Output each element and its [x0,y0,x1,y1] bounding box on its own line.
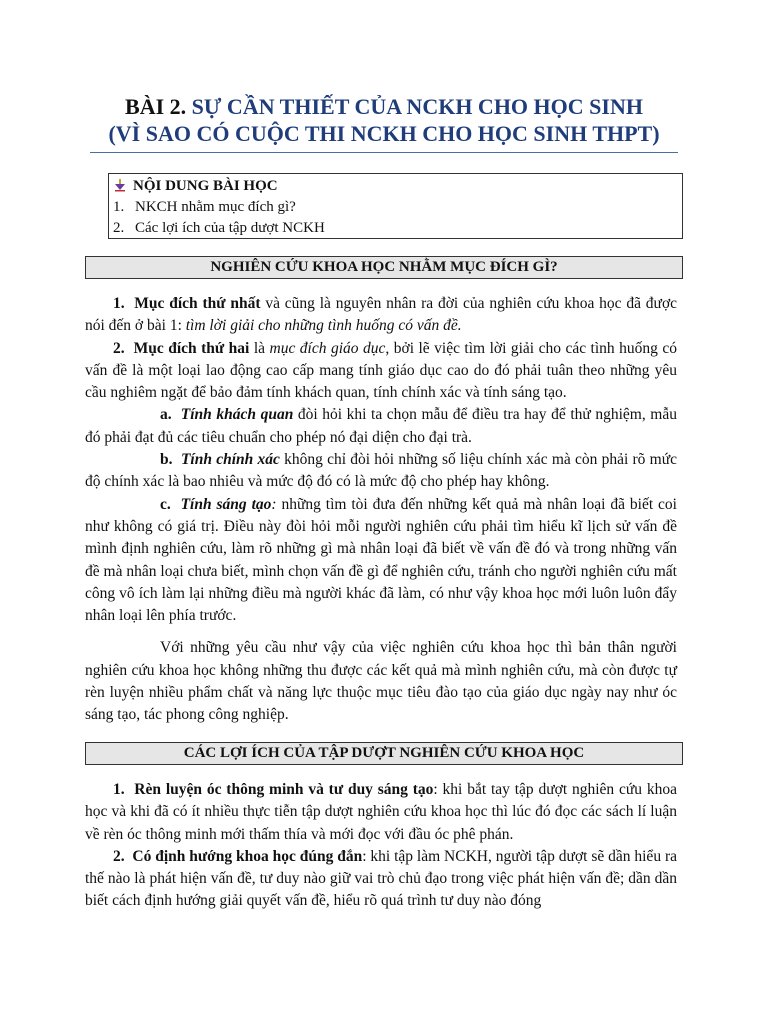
contents-heading-row [113,176,678,197]
item-number: 1. [113,781,125,798]
subitem-colon: : [271,495,277,513]
contents-item-text: NKCH nhằm mục đích gì? [135,199,296,215]
section-heading-purpose: NGHIÊN CỨU KHOA HỌC NHẰM MỤC ĐÍCH GÌ? [85,256,683,279]
contents-item [113,218,678,239]
contents-item-number: 2. [113,220,125,236]
item-italic: mục đích giáo dục [269,339,386,357]
title-line-1 [60,93,708,120]
arrow-bullet-icon [113,178,127,192]
contents-heading: NỘI DUNG BÀI HỌC [133,178,278,194]
lesson-title [60,93,708,147]
contents-item [113,197,678,218]
item-number: 2. [113,847,125,865]
benefit-paragraph-2 [85,846,677,913]
item-lead: Mục đích thứ hai [133,339,250,357]
subitem-text: đòi hỏi khi ta chọn mẫu để điều tra hay để thử nghiệm, mẫu đó phải đạt đủ các tiêu chuẩn cho phép nó đại diện cho đại trà. [85,406,677,446]
item-text: là [249,339,270,357]
lesson-contents-box [108,173,683,239]
subitem-lead: Tính chính xác [180,451,280,469]
lesson-number: BÀI 2. [125,94,187,119]
purpose-paragraph-2 [85,338,677,405]
item-lead: Có định hướng khoa học đúng đắn [132,847,363,865]
item-lead: Rèn luyện óc thông minh và tư duy sáng tạo [134,781,434,798]
subitem-letter: a. [160,406,172,424]
subitem-text: những tìm tòi đưa đến những kết quả mà nhân loại đã biết coi như không có giá trị. Điều này đòi hỏi mỗi người nghiên cứu phải tìm hiểu kĩ lịch sử vấn đề mình định nghiên cứu, làm rõ những gì mà nhân loại đã biết về vấn đề đó và trong những vấn đề mà nhân loại chưa biết, mình chọn vấn đề gì để nghiên cứu, tránh cho người nghiên cứu mất công vô ích làm lại những điều mà người khác đã làm, có như vậy khoa học mới luôn luôn đẩy nhân loại lên phía trước. [85,495,677,625]
purpose-paragraph-1 [85,293,677,338]
subitem-letter: b. [160,451,173,469]
section-purpose-body [85,293,677,727]
subitem-lead: Tính sáng tạo [180,495,272,513]
item-text: , bởi lẽ việc tìm lời giải cho các tình huống có vấn đề là một loại lao động cao cấp mang tính giáo dục cao do đó phải tuân theo những yêu cầu nghiêm ngặt để bảo đảm tính khách quan, tính chính xác và tính sáng tạo. [85,339,678,402]
item-number: 2. [113,339,125,357]
item-lead: Mục đích thứ nhất [134,295,261,312]
creativity-paragraph [85,494,677,628]
item-text: : khi bắt tay tập dượt nghiên cứu khoa học và khi đã có ít nhiều thực tiễn tập dượt nghiên cứu khoa học thì lúc đó đọc các sách lí luận về rèn óc thông minh mới thấm thía và mới đọc với đầu óc phê phán. [85,781,678,843]
section-heading-benefits: CÁC LỢI ÍCH CỦA TẬP DƯỢT NGHIÊN CỨU KHOA HỌC [85,742,683,765]
accuracy-paragraph [85,449,677,494]
contents-item-number: 1. [113,199,125,215]
item-text: : khi tập làm NCKH, người tập dượt sẽ dần hiểu ra thế nào là phát hiện vấn đề, tư duy nào giữ vai trò chủ đạo trong việc phát hiện vấn đề; dần dần biết cách định hướng giải quyết vấn đề, hiểu rõ quá trình tư duy nào đóng [85,847,677,910]
item-text: và cũng là nguyên nhân ra đời của nghiên cứu khoa học đã được nói đến ở bài 1: [85,295,678,335]
objectivity-paragraph [85,404,677,449]
subitem-letter: c. [160,495,171,513]
benefit-paragraph-1 [85,779,677,846]
title-line-2: (VÌ SAO CÓ CUỘC THI NCKH CHO HỌC SINH THPT) [108,121,660,146]
subitem-lead: Tính khách quan [180,406,294,424]
title-text-1: SỰ CẦN THIẾT CỦA NCKH CHO HỌC SINH [191,94,643,119]
item-number: 1. [113,295,125,312]
subitem-text: không chỉ đòi hỏi những số liệu chính xác mà còn phải rõ mức độ chính xác là bao nhiêu và mức độ đó có là mức độ cho phép hay không. [85,451,678,491]
title-divider [90,152,678,153]
section-benefits-body [85,779,677,913]
item-italic: tìm lời giải cho những tình huống có vấn đề. [185,317,462,335]
contents-item-text: Các lợi ích của tập dượt NCKH [135,220,325,236]
summary-paragraph: Với những yêu cầu như vậy của việc nghiên cứu khoa học thì bản thân người nghiên cứu khoa học không những thu được các kết quả mà mình nghiên cứu, mà còn được tự rèn luyện nhiều phẩm chất và năng lực thuộc mục tiêu đào tạo của giáo dục ngày nay như óc sáng tạo, tác phong công nghiệp. [85,639,677,724]
